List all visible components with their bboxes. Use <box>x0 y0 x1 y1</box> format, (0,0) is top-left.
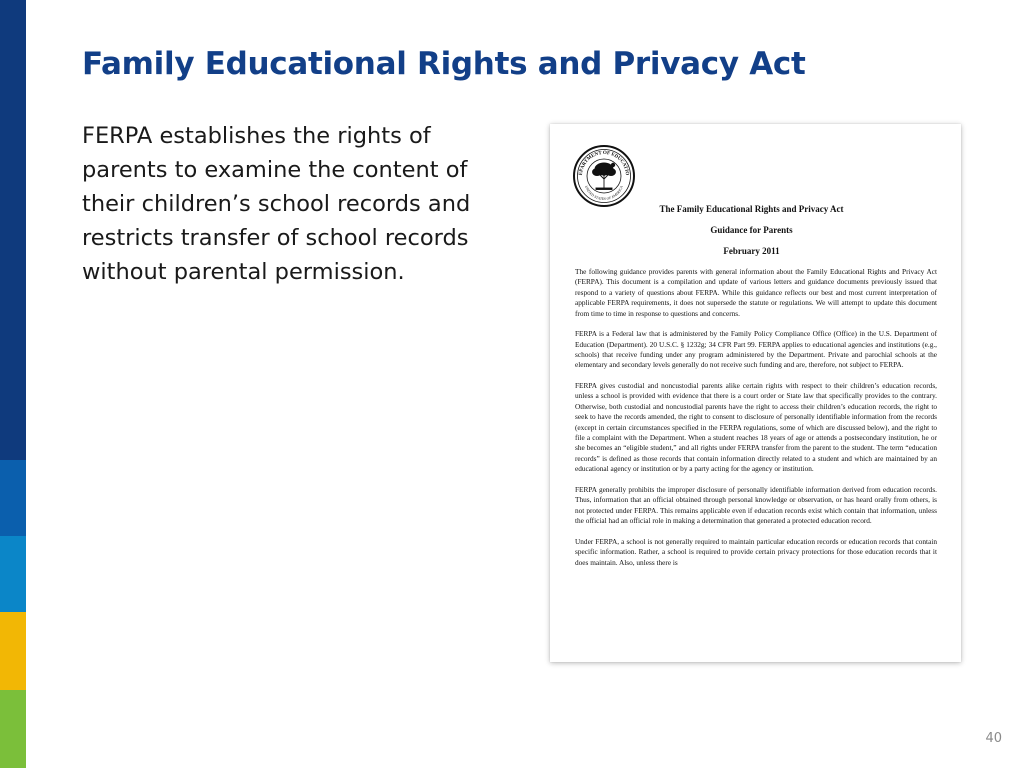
document-paragraph: FERPA is a Federal law that is administered by the Family Policy Compliance Office (Office) in the U.S. Department of Education (Department). 20 U.S.C. § 1232g; 34 CFR Part 99. FERPA applies to educational agencies and institutions (e.g., schools) that receive funding under any program administered by the Department. Private and parochial schools at the elementary and secondary levels generally do not receive such funding and are, therefore, not subject to FERPA. <box>575 329 937 370</box>
document-date: February 2011 <box>723 246 780 256</box>
document-paragraph: FERPA generally prohibits the improper disclosure of personally identifiable information derived from education records. Thus, information that an official obtained through personal knowledge or observation, or has heard orally from others, is not protected under FERPA. This remains applicable even if education records exist which contain that information, unless the official had an official role in making a determination that generated a protected education record. <box>575 484 937 526</box>
document-paragraph: The following guidance provides parents with general information about the Family Educational Rights and Privacy Act (FERPA). This document is a compilation and update of various letters and guidance documents previously issued that respond to a variety of questions about FERPA. While this guidance reflects our best and most current interpretation of applicable FERPA requirements, it does not supersede the statute or regulations. We will attempt to update this document from time to time in response to questions and concerns. <box>575 267 937 318</box>
slide-body-text: FERPA establishes the rights of parents to examine the content of their children’s school records and restricts transfer of school records without parental permission. <box>82 123 471 285</box>
side-bar-segment-navy <box>0 0 26 460</box>
svg-text:DEPARTMENT OF EDUCATION: EPARTMENT OF EDUCATIO <box>578 150 630 176</box>
seal-text: UNITED STATES OF AMERICA <box>584 185 624 202</box>
document-subtitle: Guidance for Parents <box>710 225 793 235</box>
department-of-education-seal-icon <box>572 144 636 208</box>
page-number: 40 <box>985 731 1002 746</box>
side-bar-segment-yellow <box>0 612 26 690</box>
slide-title: Family Educational Rights and Privacy Act <box>82 46 806 82</box>
document-image <box>550 124 961 662</box>
document-paragraph: FERPA gives custodial and noncustodial parents alike certain rights with respect to their children’s education records, unless a school is provided with evidence that there is a court order or State law that specifically provides to the contrary. Otherwise, both custodial and noncustodial parents have the right to access their children’s education records, the right to seek to have the records amended, the right to consent to disclosure of personally identifiable information from the records (except in certain circumstances specified in the FERPA regulations, some of which are discussed below), and the right to file a complaint with the Department. When a student reaches 18 years of age or attends a postsecondary institution, he or she becomes an “eligible student,” and all rights under FERPA transfer from the parent to the student. The term “education records” is defined as those records that contain information directly related to a student and which are maintained by an educational agency or institution or by a party acting for the agency or institution. <box>575 381 937 474</box>
document-title: The Family Educational Rights and Privacy Act <box>659 204 844 214</box>
document-body <box>575 267 937 578</box>
document-paragraph: Under FERPA, a school is not generally required to maintain particular education records or education records that contain specific information. Rather, a school is required to provide certain privacy protections for those education records that it does maintain. Also, unless there is <box>575 536 937 567</box>
side-accent-bar <box>0 0 26 768</box>
side-bar-segment-blue <box>0 460 26 536</box>
side-bar-segment-light-blue <box>0 536 26 612</box>
side-bar-segment-green <box>0 690 26 768</box>
